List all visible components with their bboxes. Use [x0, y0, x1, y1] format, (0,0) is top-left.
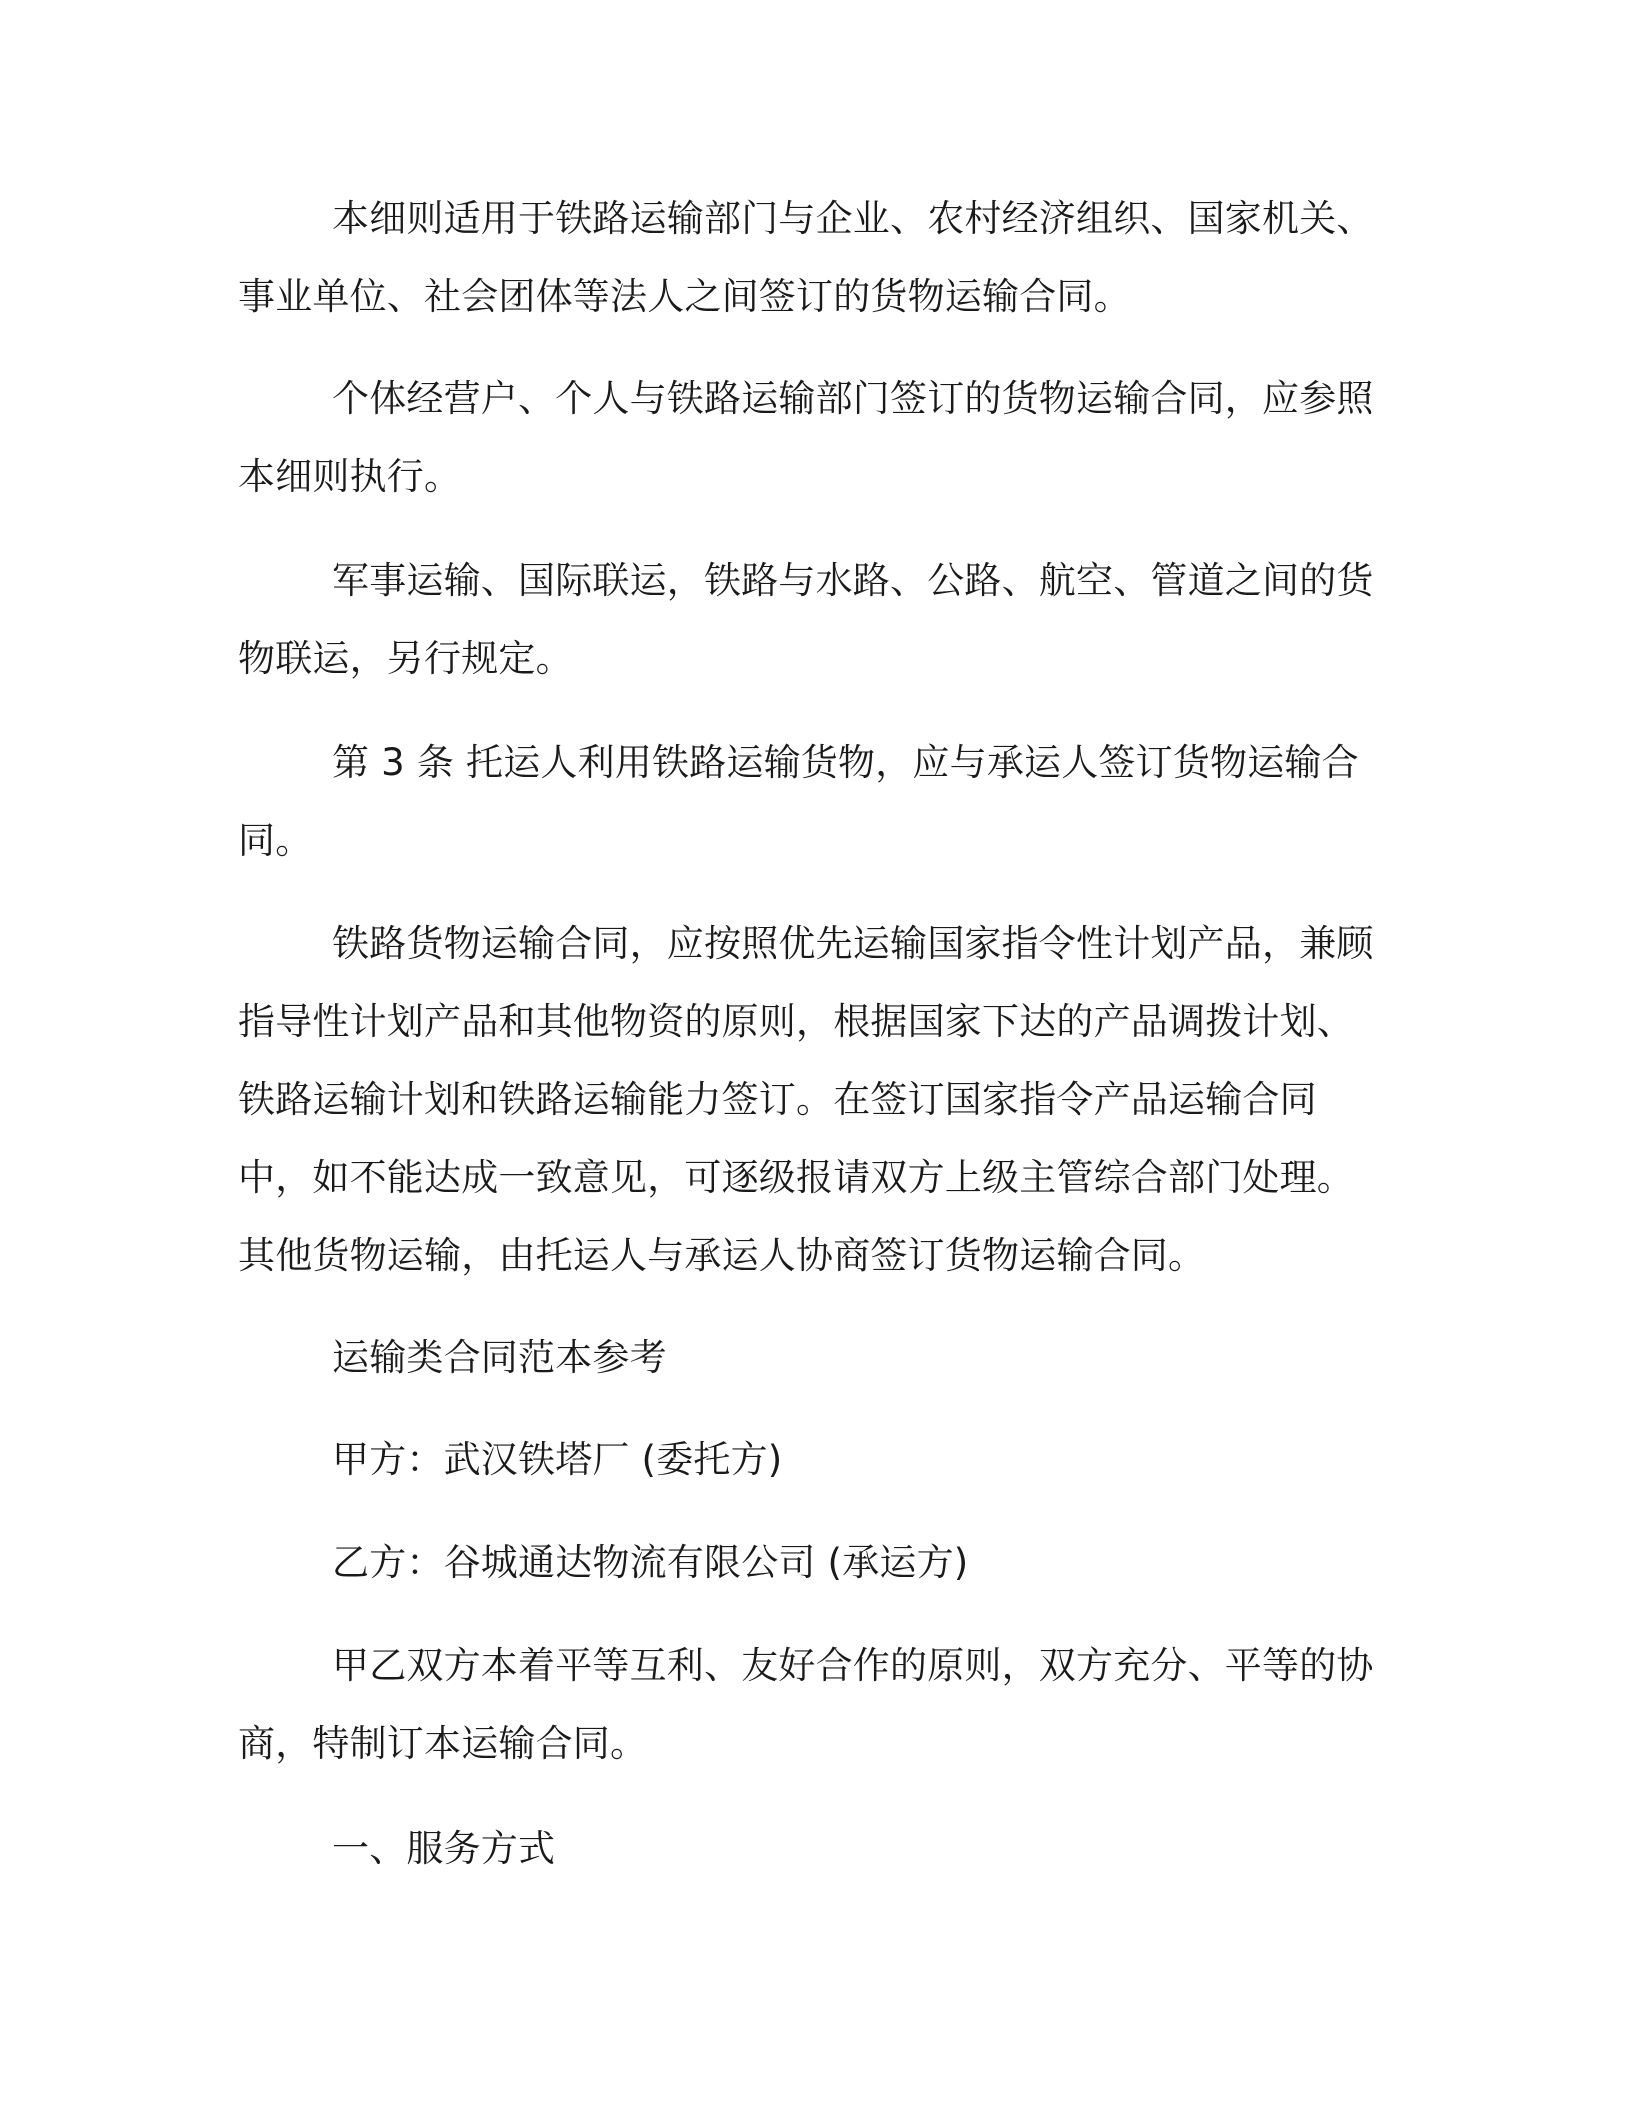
party-b-line: 乙方：谷城通达物流有限公司 (承运方): [332, 1541, 969, 1584]
paragraph-scope: 本细则适用于铁路运输部门与企业、农村经济组织、国家机关、事业单位、社会团体等法人之间签订的货物运输合同。: [238, 197, 1374, 318]
party-a-line: 甲方：武汉铁塔厂 (委托方): [332, 1438, 783, 1481]
paragraph-agreement-intro: 甲乙双方本着平等互利、友好合作的原则，双方充分、平等的协商，特制订本运输合同。: [238, 1644, 1374, 1765]
paragraph-article-3: 第 3 条 托运人利用铁路运输货物，应与承运人签订货物运输合同。: [238, 741, 1359, 862]
paragraph-individual-contracts: 个体经营户、个人与铁路运输部门签订的货物运输合同，应参照本细则执行。: [238, 377, 1374, 498]
section-heading-service-method: 一、服务方式: [332, 1827, 556, 1870]
paragraph-contract-principles: 铁路货物运输合同，应按照优先运输国家指令性计划产品，兼顾指导性计划产品和其他物资的原则，根据国家下达的产品调拨计划、铁路运输计划和铁路运输能力签订。在签订国家指令产品运输合同中，如不能达成一致意见，可逐级报请双方上级主管综合部门处理。其他货物运输，由托运人与承运人协商签订货物运输合同。: [238, 922, 1374, 1277]
paragraph-other-transport: 军事运输、国际联运，铁路与水路、公路、航空、管道之间的货物联运，另行规定。: [238, 559, 1374, 680]
section-heading-template: 运输类合同范本参考: [332, 1336, 667, 1379]
